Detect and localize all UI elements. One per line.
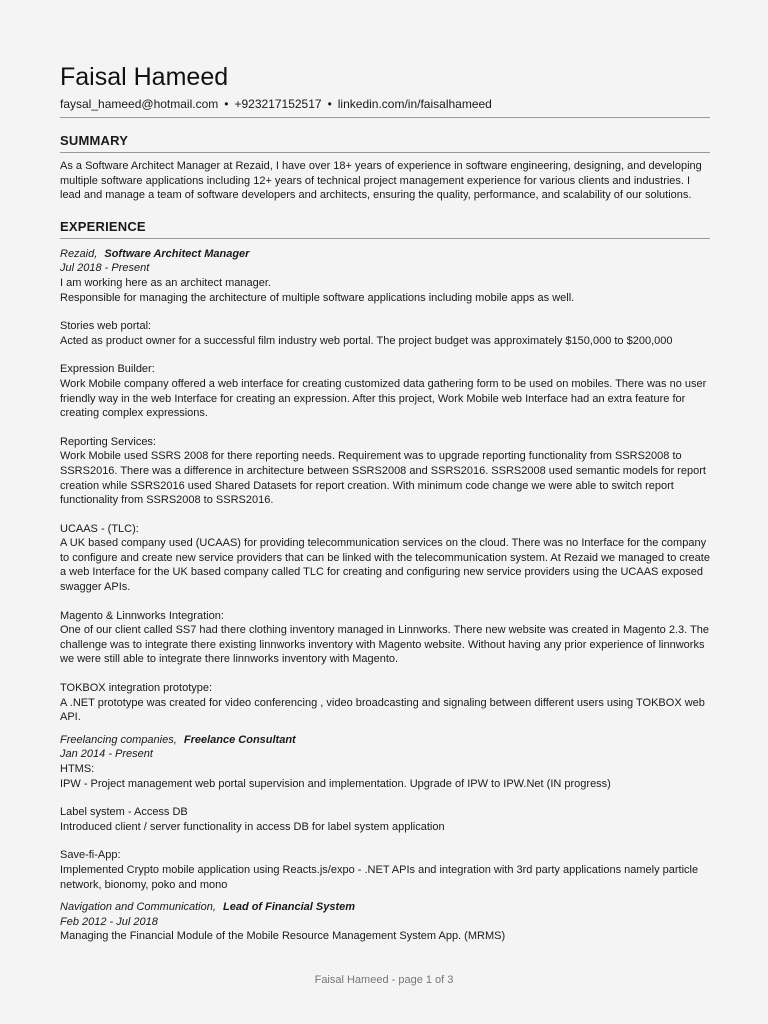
project-entry: [60, 681, 710, 725]
page-footer: Faisal Hameed - page 1 of 3: [314, 974, 454, 986]
phone-number: +923217152517: [234, 97, 322, 111]
job-intro-line: Managing the Financial Module of the Mobile Resource Management System App. (MRMS): [60, 930, 506, 943]
job-entry-navigation: [60, 900, 710, 944]
contact-line: [60, 97, 710, 118]
project-title: Label system - Access DB: [60, 806, 188, 819]
project-title: Reporting Services:: [60, 435, 156, 448]
job-dates: Jul 2018 - Present: [60, 262, 150, 275]
summary-text: As a Software Architect Manager at Rezaid, I have over 18+ years of experience in software engineering, designing, and developing multiple software applications including 12+ years of technical project management experience for various clients and industries. I lead and manage a team of software developers and architects, ensuring the quality, performance, and scalability of our solutions.: [60, 160, 702, 202]
job-intro-line: Responsible for managing the architecture of multiple software applications including mobile apps as well.: [60, 291, 575, 304]
project-title: Save-fi-App:: [60, 849, 121, 862]
resume-content: [60, 62, 710, 944]
project-entry: [60, 609, 710, 667]
job-company: Rezaid,: [60, 247, 98, 260]
job-role: Lead of Financial System: [222, 901, 356, 914]
project-text: A .NET prototype was created for video conferencing , video broadcasting and signaling between different users using TOKBOX web API.: [60, 696, 705, 724]
summary-heading: SUMMARY: [60, 133, 710, 153]
project-text: Work Mobile company offered a web interface for creating customized data gathering form to be used on mobiles. There was no user friendly way in the web Interface for creating an expression. After this project, Work Mobile web Interface had an extra feature for creating complex expressions.: [60, 377, 707, 420]
project-text: Work Mobile used SSRS 2008 for there reporting needs. Requirement was to upgrade reporting functionality from SSRS2008 to SSRS2016. There was a difference in architecture between SSRS2008 and SSRS2016. SSRS2008 used semantic models for report creation while SSRS2016 used Shared Datasets for report creation. With minimum code change we were able to switch report functionality from SSRS2008 to SSRS2016.: [60, 450, 706, 507]
contact-separator: •: [224, 97, 229, 111]
project-title: UCAAS - (TLC):: [60, 522, 139, 535]
project-title: Magento & Linnworks Integration:: [60, 609, 224, 622]
job-company: Freelancing companies,: [60, 733, 177, 746]
job-company: Navigation and Communication,: [60, 901, 216, 914]
job-header: [60, 247, 710, 262]
project-text: Introduced client / server functionality in access DB for label system application: [60, 820, 445, 833]
project-entry: [60, 762, 710, 791]
job-role: Freelance Consultant: [183, 733, 296, 746]
project-entry: [60, 805, 710, 834]
experience-heading: EXPERIENCE: [60, 219, 710, 239]
project-entry: [60, 848, 710, 892]
linkedin-link[interactable]: linkedin.com/in/faisalhameed: [337, 97, 492, 111]
project-title: Stories web portal:: [60, 320, 152, 333]
project-title: HTMS:: [60, 763, 95, 775]
project-title: Expression Builder:: [60, 363, 155, 376]
job-header: [60, 733, 710, 748]
project-entry: [60, 435, 710, 508]
job-dates: Feb 2012 - Jul 2018: [60, 915, 158, 928]
project-text: Implemented Crypto mobile application using Reacts.js/expo - .NET APIs and integration with 3rd party applications namely particle network, bionomy, poko and mono: [60, 863, 699, 891]
job-role: Software Architect Manager: [104, 247, 250, 260]
project-text: Acted as product owner for a successful film industry web portal. The project budget was approximately $150,000 to $200,000: [60, 334, 673, 347]
email-link[interactable]: faysal_hameed@hotmail.com: [60, 97, 219, 111]
project-entry: [60, 522, 710, 595]
project-entry: [60, 319, 710, 348]
contact-separator: •: [327, 97, 332, 111]
job-entry-freelance: [60, 733, 710, 892]
project-entry: [60, 362, 710, 420]
job-entry-rezaid: [60, 247, 710, 725]
job-intro-line: I am working here as an architect manager.: [60, 276, 271, 289]
project-text: IPW - Project management web portal supervision and implementation. Upgrade of IPW to IPW.Net (IN progress): [60, 777, 611, 790]
project-text: One of our client called SS7 had there clothing inventory managed in Linnworks. There new website was created in Magento 2.3. The challenge was to integrate there existing linnworks inventory with Magento website. Without having any prior experience of linnworks we were still able to integrate there linnworks inventory with Magento.: [60, 624, 709, 666]
job-header: [60, 900, 710, 915]
candidate-name: Faisal Hameed: [60, 63, 229, 91]
project-title: TOKBOX integration prototype:: [60, 682, 213, 695]
project-text: A UK based company used (UCAAS) for providing telecommunication services on the cloud. There was no Interface for the company to configure and create new service providers that can be linked with the telecommunication system. At Rezaid we managed to create a web Interface for the UK based company called TLC for creating and configuring new service providers using the UCAAS exposed swagger APIs.: [60, 537, 710, 594]
job-dates: Jan 2014 - Present: [60, 748, 153, 761]
